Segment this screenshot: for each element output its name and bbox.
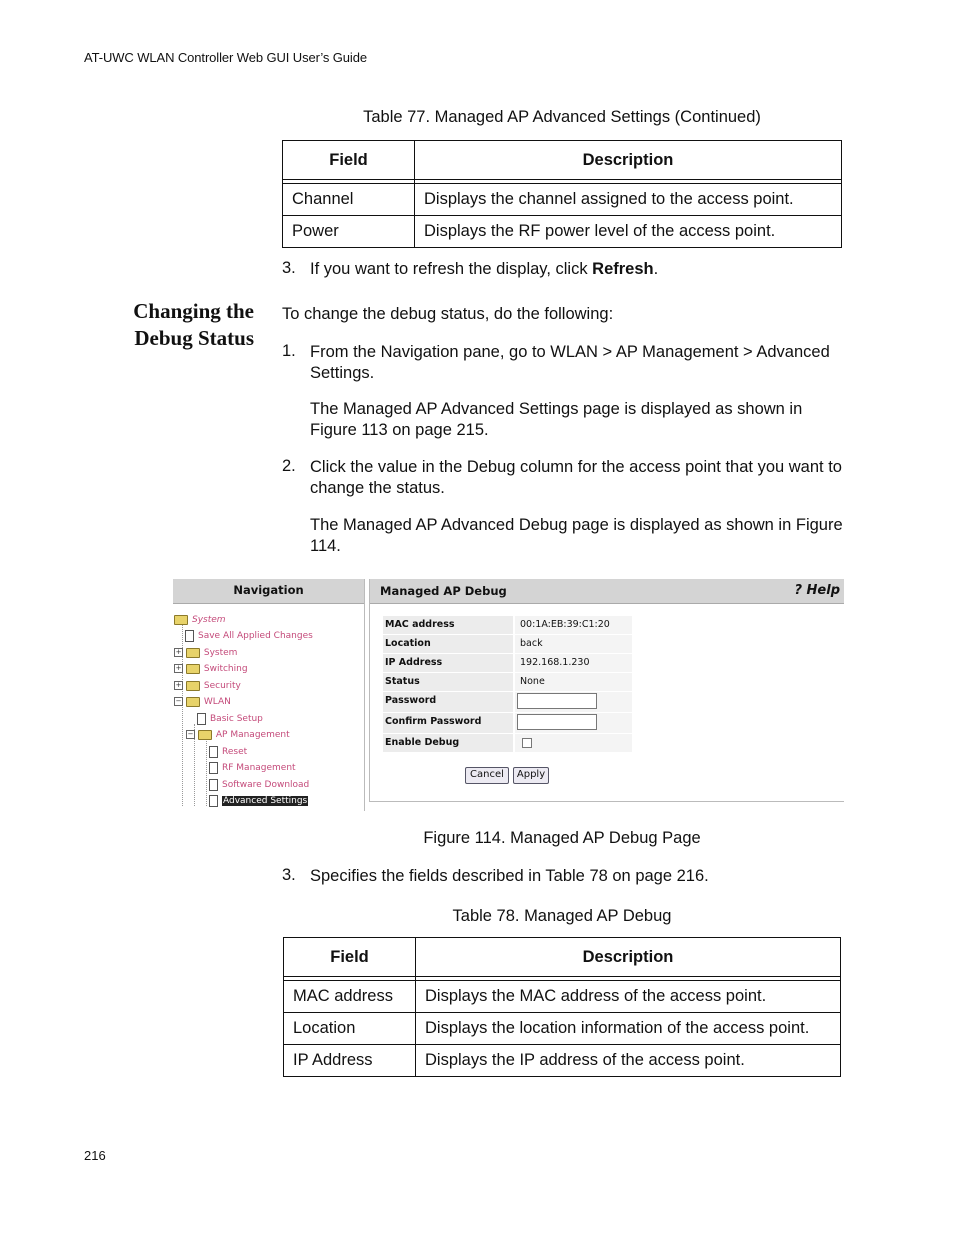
navigation-pane [173, 579, 365, 811]
tree-item-basic-setup[interactable] [197, 712, 263, 726]
step-3-text: Specifies the fields described in Table 78 on page 216. [310, 867, 709, 885]
section-heading-line1: Changing the [133, 299, 254, 323]
tree-label: System [192, 615, 226, 625]
section-heading [100, 298, 254, 352]
document-icon [185, 630, 194, 642]
folder-open-icon [198, 730, 212, 740]
table78-cell: IP Address [284, 1045, 416, 1077]
tree-item-security[interactable] [174, 679, 241, 693]
enable-debug-cell [515, 734, 632, 752]
table78-cell: Displays the IP address of the access point. [416, 1045, 841, 1077]
collapse-icon: − [175, 697, 182, 705]
navigation-title: Navigation [173, 579, 364, 604]
document-icon [209, 795, 218, 807]
document-icon [209, 746, 218, 758]
ip-value: 192.168.1.230 [515, 654, 632, 672]
form-row [383, 734, 632, 752]
document-icon [197, 713, 206, 725]
tree-label: Save All Applied Changes [198, 631, 313, 641]
table-row [283, 216, 842, 248]
step-refresh [310, 259, 845, 280]
tree-label: Reset [222, 747, 248, 757]
table78-header-field: Field [284, 938, 416, 977]
table77-cell: Displays the RF power level of the access point. [415, 216, 842, 248]
folder-icon [186, 664, 200, 674]
expand-icon: + [175, 648, 182, 656]
form-row [383, 713, 632, 733]
step-text: If you want to refresh the display, click [310, 260, 593, 278]
form-row [383, 673, 632, 691]
table77-header-description: Description [415, 141, 842, 180]
refresh-keyword: Refresh [592, 260, 654, 278]
step-number: 3. [282, 259, 296, 277]
tree-label: Basic Setup [210, 714, 263, 724]
step-number: 2. [282, 457, 296, 475]
password-input[interactable] [517, 693, 597, 709]
collapse-icon: − [187, 730, 194, 738]
enable-debug-label: Enable Debug [383, 734, 513, 752]
table78 [283, 937, 841, 1077]
table77-cell: Channel [283, 184, 415, 216]
confirm-password-cell [515, 713, 632, 733]
table-row [284, 1013, 841, 1045]
table-row [284, 981, 841, 1013]
tree-item-system-root[interactable] [174, 613, 226, 627]
cancel-button[interactable]: Cancel [465, 767, 509, 784]
tree-item-save[interactable] [185, 629, 313, 643]
tree-item-ap-management[interactable] [186, 728, 290, 742]
tree-label: Software Download [222, 780, 310, 790]
table78-cell: Displays the location information of the access point. [416, 1013, 841, 1045]
table78-header-description: Description [416, 938, 841, 977]
panel-title: Managed AP Debug [380, 584, 507, 598]
mac-label: MAC address [383, 616, 513, 634]
table77-cell: Power [283, 216, 415, 248]
step-number: 3. [282, 866, 296, 884]
tree-label: Security [203, 681, 241, 691]
table77-caption: Table 77. Managed AP Advanced Settings (Continued) [363, 108, 761, 126]
tree-item-reset[interactable] [209, 745, 247, 759]
tree-label: WLAN [203, 697, 231, 707]
apply-button[interactable]: Apply [513, 767, 549, 784]
tree-label: Switching [203, 664, 248, 674]
section-intro: To change the debug status, do the following: [282, 305, 614, 323]
mac-value: 00:1A:EB:39:C1:20 [515, 616, 632, 634]
step-2-text: Click the value in the Debug column for the access point that you want to change the status. [310, 458, 842, 497]
form-row [383, 616, 632, 634]
password-cell [515, 692, 632, 712]
step-number: 1. [282, 342, 296, 360]
tree-item-advanced-settings[interactable] [209, 794, 308, 808]
step-1-note: The Managed AP Advanced Settings page is displayed as shown in Figure 113 on page 215. [310, 400, 803, 439]
table78-cell: Location [284, 1013, 416, 1045]
figure-caption: Figure 114. Managed AP Debug Page [423, 829, 701, 847]
debug-form [383, 616, 632, 753]
page-number: 216 [84, 1148, 106, 1163]
form-row [383, 635, 632, 653]
table78-cell: MAC address [284, 981, 416, 1013]
tree-item-software-download[interactable] [209, 778, 309, 792]
document-icon [209, 762, 218, 774]
status-value: None [515, 673, 632, 691]
expand-icon: + [175, 664, 182, 672]
tree-item-system[interactable] [174, 646, 237, 660]
table77 [282, 140, 842, 248]
table78-caption: Table 78. Managed AP Debug [452, 907, 672, 925]
table-row [283, 184, 842, 216]
form-row [383, 692, 632, 712]
table77-header-field: Field [283, 141, 415, 180]
step-1-text: From the Navigation pane, go to WLAN > AP Management > Advanced Settings. [310, 343, 830, 382]
folder-icon [186, 681, 200, 691]
tree-item-rf-management[interactable] [209, 761, 296, 775]
tree-label: System [203, 648, 238, 658]
step-text-end: . [653, 260, 659, 278]
table78-cell: Displays the MAC address of the access point. [416, 981, 841, 1013]
tree-item-wlan[interactable] [174, 695, 231, 709]
step-2-note: The Managed AP Advanced Debug page is displayed as shown in Figure 114. [310, 516, 843, 555]
tree-item-switching[interactable] [174, 662, 248, 676]
help-link[interactable]: ? Help [794, 583, 840, 598]
table-row [284, 1045, 841, 1077]
folder-open-icon [174, 615, 188, 625]
table77-cell: Displays the channel assigned to the access point. [415, 184, 842, 216]
tree-label-selected: Advanced Settings [223, 796, 308, 806]
folder-icon [186, 648, 200, 658]
form-row [383, 654, 632, 672]
tree-label: AP Management [215, 730, 290, 740]
content-panel [369, 579, 844, 802]
location-label: Location [383, 635, 513, 653]
folder-open-icon [186, 697, 200, 707]
panel-header [370, 579, 844, 604]
enable-debug-checkbox[interactable] [522, 738, 532, 748]
tree-label: RF Management [222, 763, 296, 773]
location-value: back [515, 635, 632, 653]
figure-screenshot [173, 579, 843, 811]
section-heading-line2: Debug Status [134, 326, 254, 350]
status-label: Status [383, 673, 513, 691]
expand-icon: + [175, 681, 182, 689]
confirm-password-label: Confirm Password [383, 713, 513, 733]
confirm-password-input[interactable] [517, 714, 597, 730]
ip-label: IP Address [383, 654, 513, 672]
document-icon [209, 779, 218, 791]
password-label: Password [383, 692, 513, 712]
running-header: AT-UWC WLAN Controller Web GUI User’s Guide [84, 50, 367, 65]
